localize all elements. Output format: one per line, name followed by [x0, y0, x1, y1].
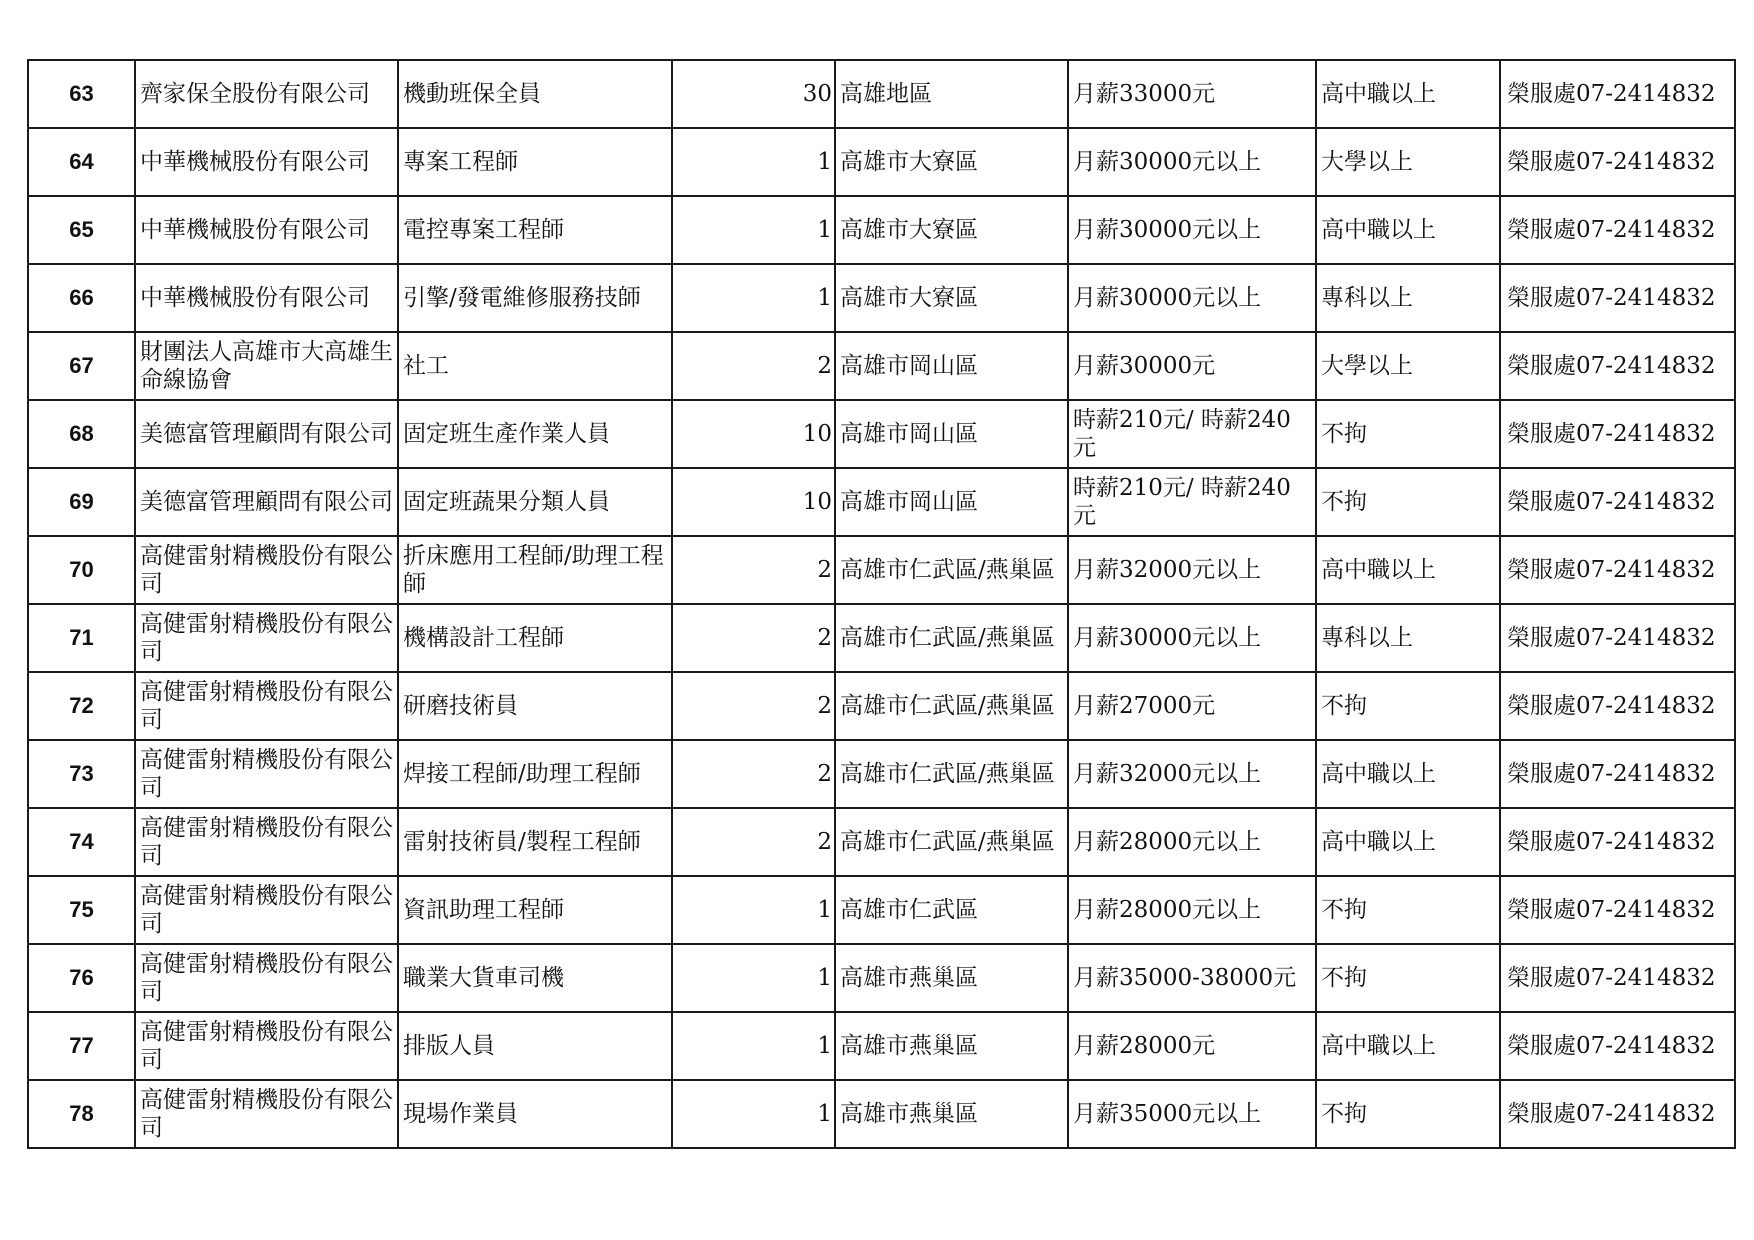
- contact-info: 榮服處07-2414832: [1500, 740, 1735, 808]
- openings-count: 2: [672, 332, 835, 400]
- salary: 月薪32000元以上: [1068, 740, 1316, 808]
- row-number: 70: [28, 536, 135, 604]
- company-name: 高健雷射精機股份有限公司: [135, 876, 398, 944]
- table-row: [28, 672, 1735, 740]
- row-number: 66: [28, 264, 135, 332]
- work-location: 高雄市燕巢區: [835, 1012, 1068, 1080]
- work-location: 高雄市大寮區: [835, 264, 1068, 332]
- work-location: 高雄地區: [835, 60, 1068, 128]
- row-number: 67: [28, 332, 135, 400]
- openings-count: 10: [672, 468, 835, 536]
- contact-info: 榮服處07-2414832: [1500, 808, 1735, 876]
- row-number: 71: [28, 604, 135, 672]
- work-location: 高雄市仁武區/燕巢區: [835, 604, 1068, 672]
- openings-count: 1: [672, 1012, 835, 1080]
- education-requirement: 高中職以上: [1316, 196, 1500, 264]
- job-position: 專案工程師: [398, 128, 672, 196]
- work-location: 高雄市岡山區: [835, 332, 1068, 400]
- contact-info: 榮服處07-2414832: [1500, 264, 1735, 332]
- salary: 月薪28000元以上: [1068, 808, 1316, 876]
- openings-count: 2: [672, 536, 835, 604]
- job-position: 職業大貨車司機: [398, 944, 672, 1012]
- contact-info: 榮服處07-2414832: [1500, 672, 1735, 740]
- salary: 月薪30000元以上: [1068, 196, 1316, 264]
- salary: 月薪28000元: [1068, 1012, 1316, 1080]
- contact-info: 榮服處07-2414832: [1500, 604, 1735, 672]
- company-name: 高健雷射精機股份有限公司: [135, 1080, 398, 1148]
- work-location: 高雄市岡山區: [835, 400, 1068, 468]
- table-row: [28, 944, 1735, 1012]
- work-location: 高雄市仁武區/燕巢區: [835, 536, 1068, 604]
- contact-info: 榮服處07-2414832: [1500, 536, 1735, 604]
- salary: 月薪30000元: [1068, 332, 1316, 400]
- company-name: 齊家保全股份有限公司: [135, 60, 398, 128]
- openings-count: 1: [672, 264, 835, 332]
- salary: 月薪28000元以上: [1068, 876, 1316, 944]
- table-row: [28, 264, 1735, 332]
- table-row: [28, 60, 1735, 128]
- education-requirement: 不拘: [1316, 1080, 1500, 1148]
- work-location: 高雄市大寮區: [835, 196, 1068, 264]
- work-location: 高雄市岡山區: [835, 468, 1068, 536]
- salary: 月薪30000元以上: [1068, 128, 1316, 196]
- work-location: 高雄市燕巢區: [835, 1080, 1068, 1148]
- contact-info: 榮服處07-2414832: [1500, 196, 1735, 264]
- openings-count: 1: [672, 196, 835, 264]
- table-row: [28, 400, 1735, 468]
- row-number: 74: [28, 808, 135, 876]
- education-requirement: 高中職以上: [1316, 536, 1500, 604]
- salary: 月薪30000元以上: [1068, 264, 1316, 332]
- work-location: 高雄市仁武區: [835, 876, 1068, 944]
- salary: 月薪27000元: [1068, 672, 1316, 740]
- job-position: 固定班生產作業人員: [398, 400, 672, 468]
- table-row: [28, 808, 1735, 876]
- company-name: 高健雷射精機股份有限公司: [135, 672, 398, 740]
- salary: 時薪210元/ 時薪240元: [1068, 400, 1316, 468]
- salary: 月薪35000-38000元: [1068, 944, 1316, 1012]
- row-number: 68: [28, 400, 135, 468]
- openings-count: 2: [672, 740, 835, 808]
- company-name: 美德富管理顧問有限公司: [135, 400, 398, 468]
- job-listing-table: [27, 59, 1736, 1149]
- job-position: 機構設計工程師: [398, 604, 672, 672]
- education-requirement: 高中職以上: [1316, 740, 1500, 808]
- contact-info: 榮服處07-2414832: [1500, 60, 1735, 128]
- work-location: 高雄市仁武區/燕巢區: [835, 672, 1068, 740]
- education-requirement: 不拘: [1316, 468, 1500, 536]
- openings-count: 2: [672, 808, 835, 876]
- contact-info: 榮服處07-2414832: [1500, 1012, 1735, 1080]
- education-requirement: 高中職以上: [1316, 808, 1500, 876]
- table-row: [28, 604, 1735, 672]
- salary: 月薪30000元以上: [1068, 604, 1316, 672]
- openings-count: 1: [672, 944, 835, 1012]
- company-name: 高健雷射精機股份有限公司: [135, 740, 398, 808]
- salary: 月薪32000元以上: [1068, 536, 1316, 604]
- company-name: 中華機械股份有限公司: [135, 196, 398, 264]
- company-name: 高健雷射精機股份有限公司: [135, 944, 398, 1012]
- row-number: 73: [28, 740, 135, 808]
- job-position: 電控專案工程師: [398, 196, 672, 264]
- row-number: 76: [28, 944, 135, 1012]
- job-position: 引擎/發電維修服務技師: [398, 264, 672, 332]
- company-name: 財團法人高雄市大高雄生命線協會: [135, 332, 398, 400]
- table-row: [28, 468, 1735, 536]
- job-position: 折床應用工程師/助理工程師: [398, 536, 672, 604]
- work-location: 高雄市仁武區/燕巢區: [835, 808, 1068, 876]
- salary: 月薪35000元以上: [1068, 1080, 1316, 1148]
- openings-count: 10: [672, 400, 835, 468]
- row-number: 72: [28, 672, 135, 740]
- company-name: 中華機械股份有限公司: [135, 264, 398, 332]
- table-row: [28, 196, 1735, 264]
- contact-info: 榮服處07-2414832: [1500, 1080, 1735, 1148]
- contact-info: 榮服處07-2414832: [1500, 468, 1735, 536]
- company-name: 高健雷射精機股份有限公司: [135, 604, 398, 672]
- row-number: 75: [28, 876, 135, 944]
- openings-count: 2: [672, 672, 835, 740]
- job-position: 現場作業員: [398, 1080, 672, 1148]
- job-position: 機動班保全員: [398, 60, 672, 128]
- job-position: 社工: [398, 332, 672, 400]
- row-number: 64: [28, 128, 135, 196]
- company-name: 高健雷射精機股份有限公司: [135, 1012, 398, 1080]
- row-number: 78: [28, 1080, 135, 1148]
- contact-info: 榮服處07-2414832: [1500, 944, 1735, 1012]
- job-rows: [28, 60, 1735, 1148]
- table-row: [28, 332, 1735, 400]
- education-requirement: 大學以上: [1316, 332, 1500, 400]
- row-number: 69: [28, 468, 135, 536]
- contact-info: 榮服處07-2414832: [1500, 876, 1735, 944]
- job-position: 排版人員: [398, 1012, 672, 1080]
- openings-count: 1: [672, 128, 835, 196]
- table-row: [28, 1080, 1735, 1148]
- company-name: 高健雷射精機股份有限公司: [135, 808, 398, 876]
- work-location: 高雄市燕巢區: [835, 944, 1068, 1012]
- education-requirement: 高中職以上: [1316, 1012, 1500, 1080]
- table-row: [28, 876, 1735, 944]
- contact-info: 榮服處07-2414832: [1500, 332, 1735, 400]
- company-name: 中華機械股份有限公司: [135, 128, 398, 196]
- row-number: 77: [28, 1012, 135, 1080]
- education-requirement: 不拘: [1316, 876, 1500, 944]
- education-requirement: 不拘: [1316, 672, 1500, 740]
- work-location: 高雄市仁武區/燕巢區: [835, 740, 1068, 808]
- job-position: 資訊助理工程師: [398, 876, 672, 944]
- openings-count: 2: [672, 604, 835, 672]
- openings-count: 1: [672, 1080, 835, 1148]
- education-requirement: 不拘: [1316, 400, 1500, 468]
- education-requirement: 專科以上: [1316, 604, 1500, 672]
- table-row: [28, 128, 1735, 196]
- company-name: 高健雷射精機股份有限公司: [135, 536, 398, 604]
- contact-info: 榮服處07-2414832: [1500, 400, 1735, 468]
- job-position: 固定班蔬果分類人員: [398, 468, 672, 536]
- education-requirement: 專科以上: [1316, 264, 1500, 332]
- salary: 月薪33000元: [1068, 60, 1316, 128]
- job-position: 雷射技術員/製程工程師: [398, 808, 672, 876]
- job-position: 焊接工程師/助理工程師: [398, 740, 672, 808]
- education-requirement: 不拘: [1316, 944, 1500, 1012]
- table-row: [28, 740, 1735, 808]
- table-row: [28, 1012, 1735, 1080]
- company-name: 美德富管理顧問有限公司: [135, 468, 398, 536]
- openings-count: 1: [672, 876, 835, 944]
- work-location: 高雄市大寮區: [835, 128, 1068, 196]
- education-requirement: 大學以上: [1316, 128, 1500, 196]
- contact-info: 榮服處07-2414832: [1500, 128, 1735, 196]
- salary: 時薪210元/ 時薪240元: [1068, 468, 1316, 536]
- row-number: 65: [28, 196, 135, 264]
- row-number: 63: [28, 60, 135, 128]
- openings-count: 30: [672, 60, 835, 128]
- education-requirement: 高中職以上: [1316, 60, 1500, 128]
- job-position: 研磨技術員: [398, 672, 672, 740]
- table-row: [28, 536, 1735, 604]
